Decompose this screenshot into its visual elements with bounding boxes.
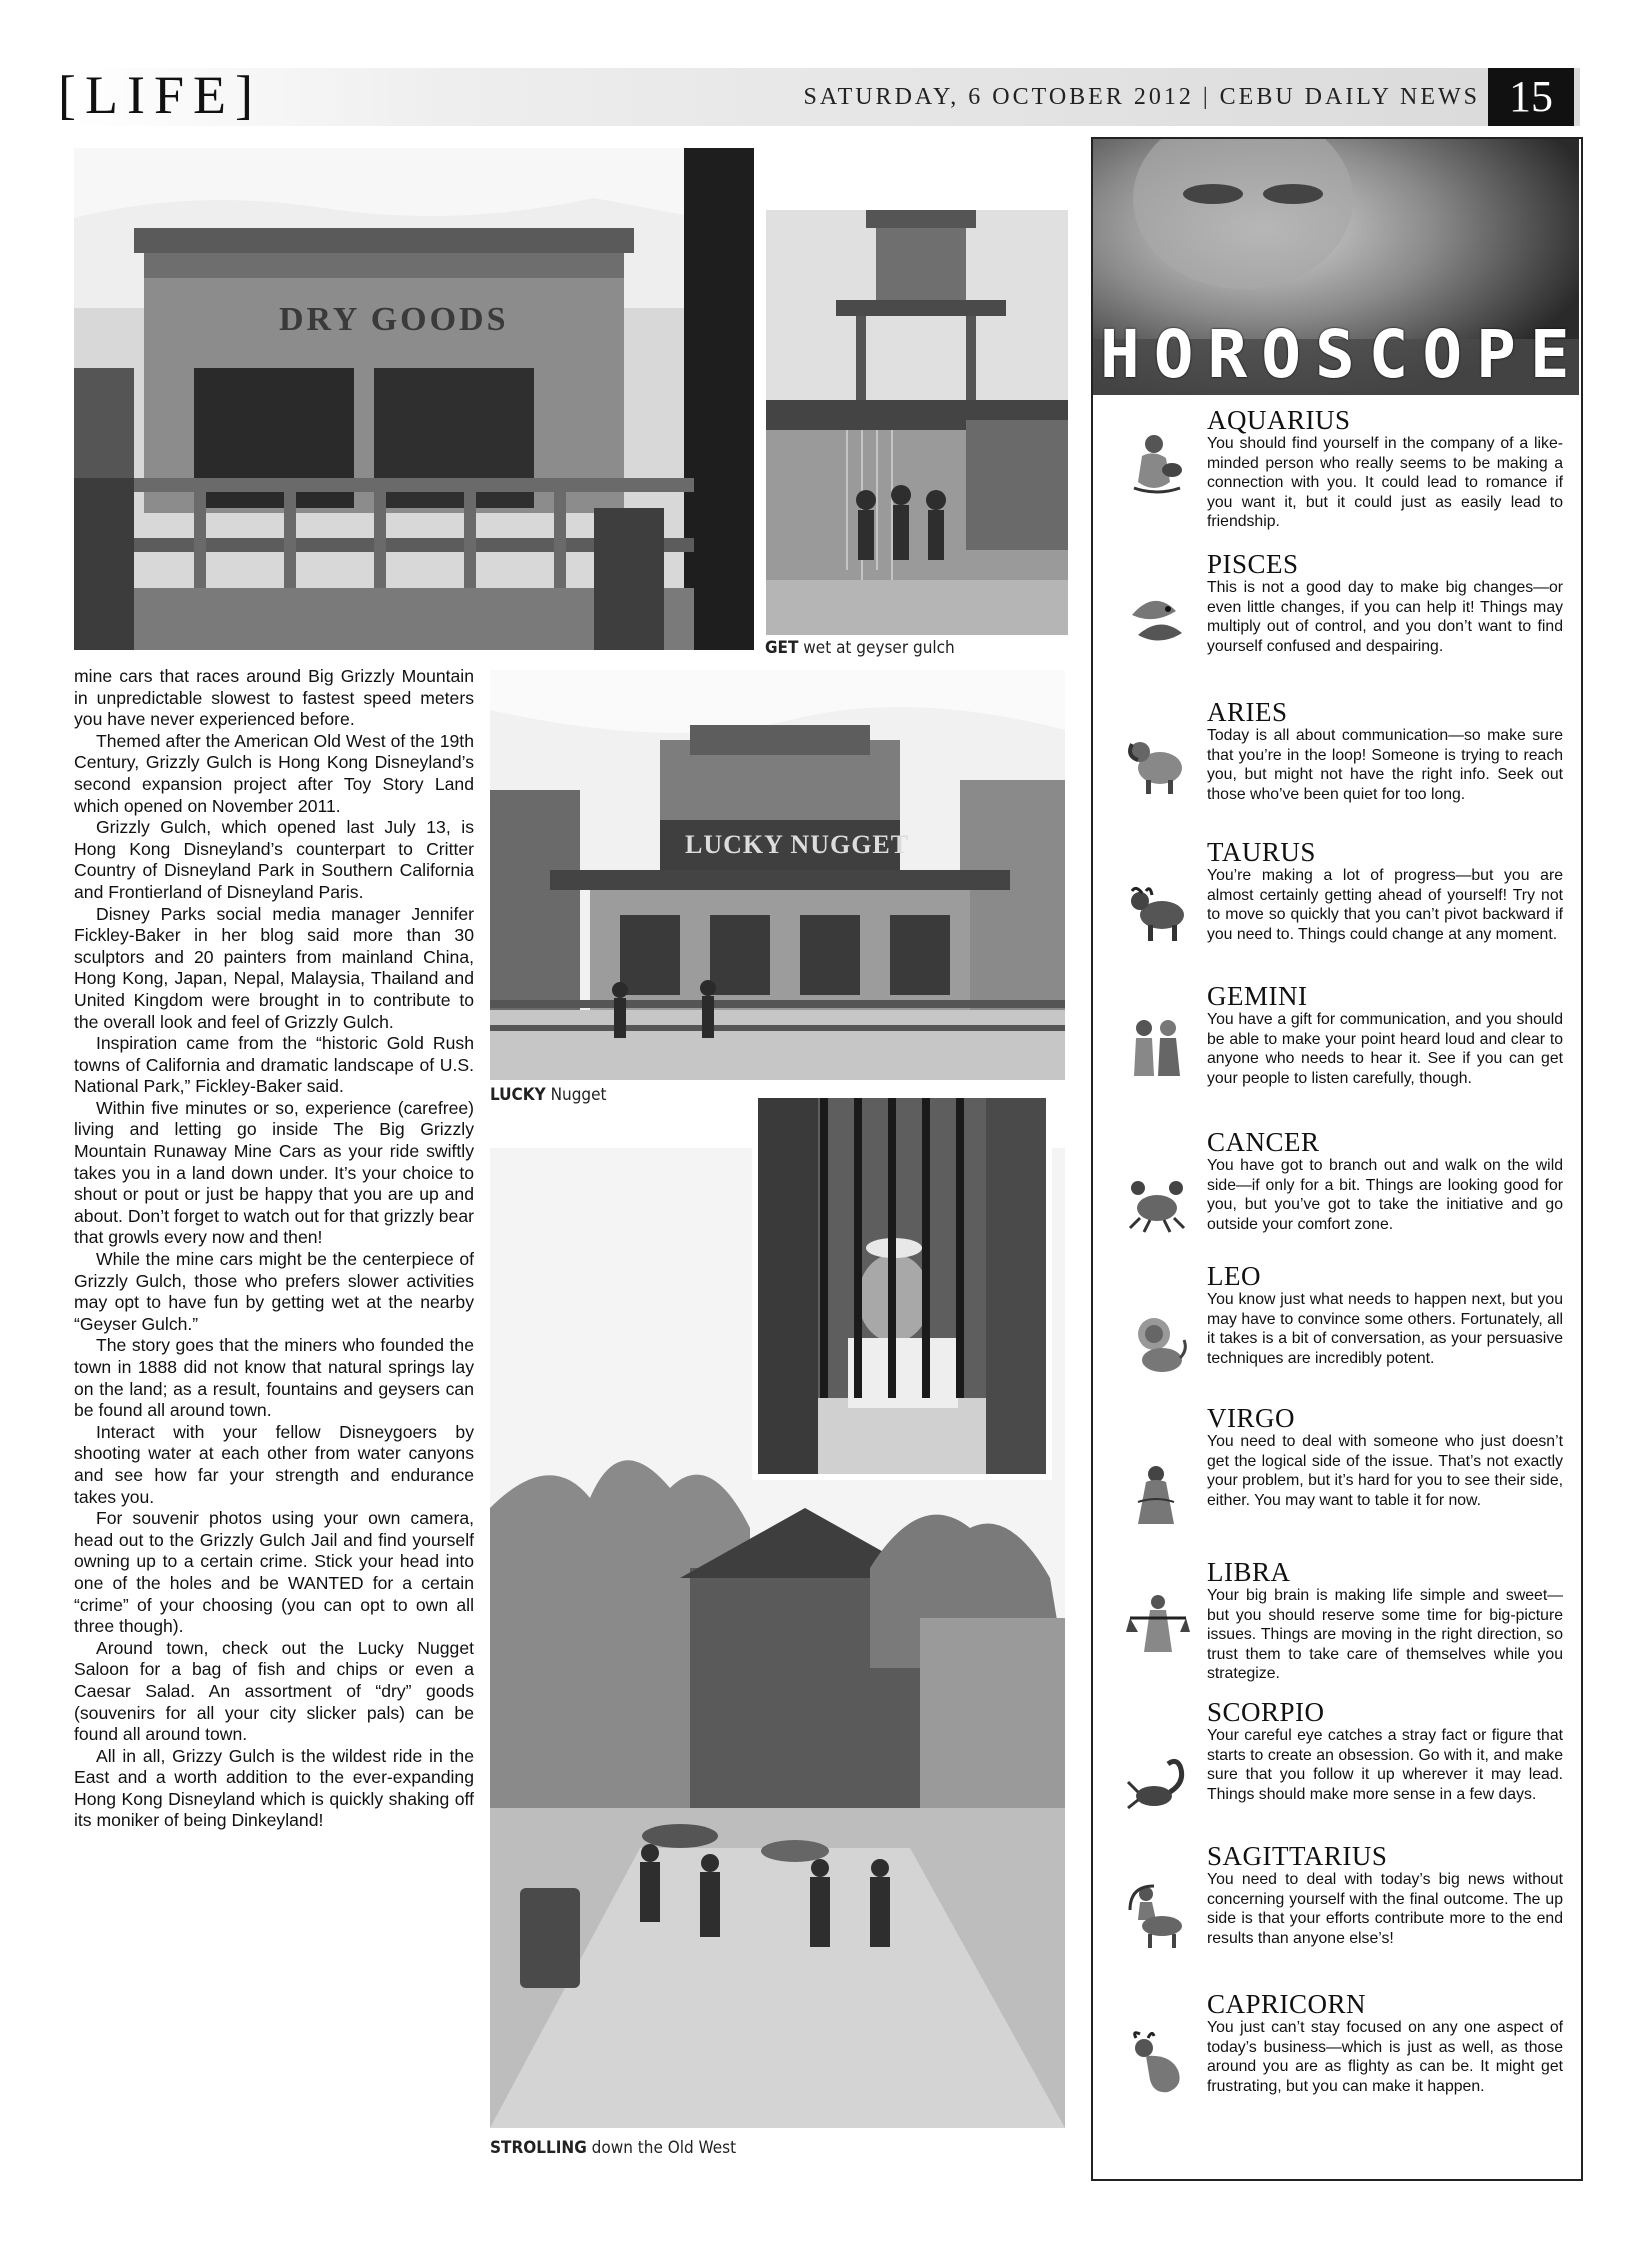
sign-text: You should find yourself in the company of a like-minded person who really seems to be making a connection with you. It could lead to romance if you want it, but it could just as easily lead to friendship.: [1207, 435, 1563, 531]
sign-libra: [1207, 1558, 1563, 1684]
photo-geyser-gulch: [766, 210, 1068, 635]
capricorn-icon: [1124, 2030, 1190, 2100]
caption-lucky-nugget: LUCKY Nugget: [490, 1085, 607, 1105]
sign-name: VIRGO: [1207, 1403, 1295, 1433]
article-paragraph: Interact with your fellow Disneygoers by shooting water at each other from water canyons and see how far your strength and endurance takes you.: [74, 1421, 474, 1507]
sign-text: You have a gift for communication, and you should be able to make your point heard loud and clear to anyone who needs to hear it. See if you can get your people to listen carefully, though.: [1207, 1011, 1563, 1087]
article-paragraph: Around town, check out the Lucky Nugget Saloon for a bag of fish and chips or even a Caesar Salad. An assortment of “dry” goods (souvenirs for all your city slicker pals) can be found all around town.: [74, 1637, 474, 1745]
sign-capricorn: [1207, 1990, 1563, 2096]
sign-leo: [1207, 1262, 1563, 1368]
sign-text: You need to deal with today’s big news without concerning yourself with the final outcome. The up side is that your efforts contribute more to the end results than anyone else’s!: [1207, 1871, 1563, 1947]
photo-jail: [752, 1092, 1052, 1480]
sign-text: Your big brain is making life simple and sweet—but you should reserve some time for big-picture issues. Things are moving in the right direction, so trust them to take care of themselves while you strategize.: [1207, 1587, 1563, 1683]
dry-goods-sign: DRY GOODS: [279, 301, 509, 338]
libra-icon: [1124, 1590, 1190, 1660]
article-paragraph: The story goes that the miners who founded the town in 1888 did not know that natural springs lay on the land; as a result, fountains and geysers can be found all around town.: [74, 1335, 474, 1421]
sagittarius-icon: [1124, 1880, 1190, 1950]
sign-text: This is not a good day to make big changes—or even little changes, if you can help it! Things may multiply out of control, and you don’t want to find yourself confused and despairing.: [1207, 579, 1563, 655]
sign-text: You have got to branch out and walk on the wild side—if only for a bit. Things are looking good for you, but you’ve got to take the initiative and go outside your comfort zone.: [1207, 1157, 1563, 1233]
sign-scorpio: [1207, 1698, 1563, 1804]
photo-dry-goods: [74, 148, 754, 650]
virgo-icon: [1124, 1462, 1190, 1532]
article-paragraph: Themed after the American Old West of the 19th Century, Grizzly Gulch is Hong Kong Disneyland’s second expansion project after Toy Story Land which opened on November 2011.: [74, 730, 474, 816]
sign-text: You’re making a lot of progress—but you are almost certainly getting ahead of yourself! Try not to move so quickly that you can’t pivot backward if you need to. Things could change at any moment.: [1207, 867, 1563, 943]
sign-name: SCORPIO: [1207, 1697, 1325, 1727]
sign-name: GEMINI: [1207, 981, 1308, 1011]
article-paragraph: For souvenir photos using your own camera, head out to the Grizzly Gulch Jail and find yourself owning up to a certain crime. Stick your head into one of the holes and be WANTED for a certain “crime” of your choosing (you can opt to own all three though).: [74, 1508, 474, 1637]
sign-name: PISCES: [1207, 549, 1299, 579]
caption-geyser: GET wet at geyser gulch: [765, 638, 955, 658]
sign-name: CANCER: [1207, 1127, 1320, 1157]
sign-aries: [1207, 698, 1563, 804]
sign-name: LEO: [1207, 1261, 1261, 1291]
page-number: 15: [1488, 68, 1574, 126]
article-paragraph: All in all, Grizzy Gulch is the wildest ride in the East and a worth addition to the ever-expanding Hong Kong Disneyland which is quickly shaking off its moniker of being Dinkeyland!: [74, 1745, 474, 1831]
dateline: SATURDAY, 6 OCTOBER 2012 | CEBU DAILY NEWS: [803, 84, 1480, 110]
sign-text: Today is all about communication—so make sure that you’re in the loop! Someone is trying to reach you, but might not have the right info. Seek out those who’ve been quiet for too long.: [1207, 727, 1563, 803]
article-paragraph: Grizzly Gulch, which opened last July 13, is Hong Kong Disneyland’s counterpart to Critter Country of Disneyland Park in Southern California and Frontierland of Disneyland Paris.: [74, 817, 474, 902]
sign-name: AQUARIUS: [1207, 405, 1351, 435]
sign-taurus: [1207, 838, 1563, 944]
pisces-icon: [1124, 585, 1190, 655]
sign-pisces: [1207, 550, 1563, 656]
caption-strolling: STROLLING down the Old West: [490, 2138, 737, 2158]
sign-text: Your careful eye catches a stray fact or figure that starts to create an obsession. Go with it, and make sure that you follow it up wherever it may lead. Things should make more sense in a few days.: [1207, 1727, 1563, 1803]
taurus-icon: [1124, 875, 1190, 945]
leo-icon: [1124, 1310, 1190, 1380]
sign-virgo: [1207, 1404, 1563, 1510]
horoscope-title: HOROSCOPE: [1100, 316, 1584, 393]
section-label: [LIFE]: [58, 65, 262, 125]
sign-gemini: [1207, 982, 1563, 1088]
sign-name: LIBRA: [1207, 1557, 1291, 1587]
lucky-nugget-sign: LUCKY NUGGET: [685, 830, 910, 859]
gemini-icon: [1124, 1016, 1190, 1086]
article-paragraph: Inspiration came from the “historic Gold Rush towns of California and dramatic landscape of U.S. National Park,” Fickley-Baker said.: [74, 1033, 474, 1097]
sign-aquarius: [1207, 406, 1563, 532]
sign-text: You need to deal with someone who just doesn’t get the logical side of the issue. That’s not exactly your problem, but it’s hard for you to see their side, either. You may want to table it for now.: [1207, 1433, 1563, 1509]
sign-sagittarius: [1207, 1842, 1563, 1948]
sign-name: CAPRICORN: [1207, 1989, 1367, 2019]
sign-text: You know just what needs to happen next, but you may have to convince some others. Fortunately, all it takes is a bit of conversation, as your persuasive techniques are incredibly potent.: [1207, 1291, 1563, 1367]
article-body: [74, 666, 474, 1832]
article-paragraph: Disney Parks social media manager Jennifer Fickley-Baker in her blog said more than 30 sculptors and 20 painters from mainland China, Hong Kong, Japan, Nepal, Malaysia, Thailand and United Kingdom were brought in to contribute to the overall look and feel of Grizzly Gulch.: [74, 903, 474, 1032]
sign-text: You just can’t stay focused on any one aspect of today’s business—which is just as well, as those around you are as flighty as can be. It might get frustrating, but you can make it happen.: [1207, 2019, 1563, 2095]
aries-icon: [1124, 726, 1190, 796]
cancer-icon: [1124, 1168, 1190, 1238]
sign-cancer: [1207, 1128, 1563, 1234]
scorpio-icon: [1124, 1752, 1190, 1822]
sign-name: ARIES: [1207, 697, 1288, 727]
aquarius-icon: [1124, 430, 1190, 500]
sign-name: TAURUS: [1207, 837, 1316, 867]
article-paragraph: mine cars that races around Big Grizzly Mountain in unpredictable slowest to fastest speed meters you have never experienced before.: [74, 666, 474, 730]
sign-name: SAGITTARIUS: [1207, 1841, 1388, 1871]
photo-lucky-nugget: [490, 670, 1065, 1080]
article-paragraph: Within five minutes or so, experience (carefree) living and letting go inside The Big Grizzly Mountain Runaway Mine Cars as your ride swiftly takes you in a land down under. It’s your choice to shout or pout or just be happy that you are up and about. Don’t forget to watch out for that grizzly bear that growls every now and then!: [74, 1097, 474, 1248]
article-paragraph: While the mine cars might be the centerpiece of Grizzly Gulch, those who prefers slower activities may opt to have fun by getting wet at the nearby “Geyser Gulch.”: [74, 1249, 474, 1334]
